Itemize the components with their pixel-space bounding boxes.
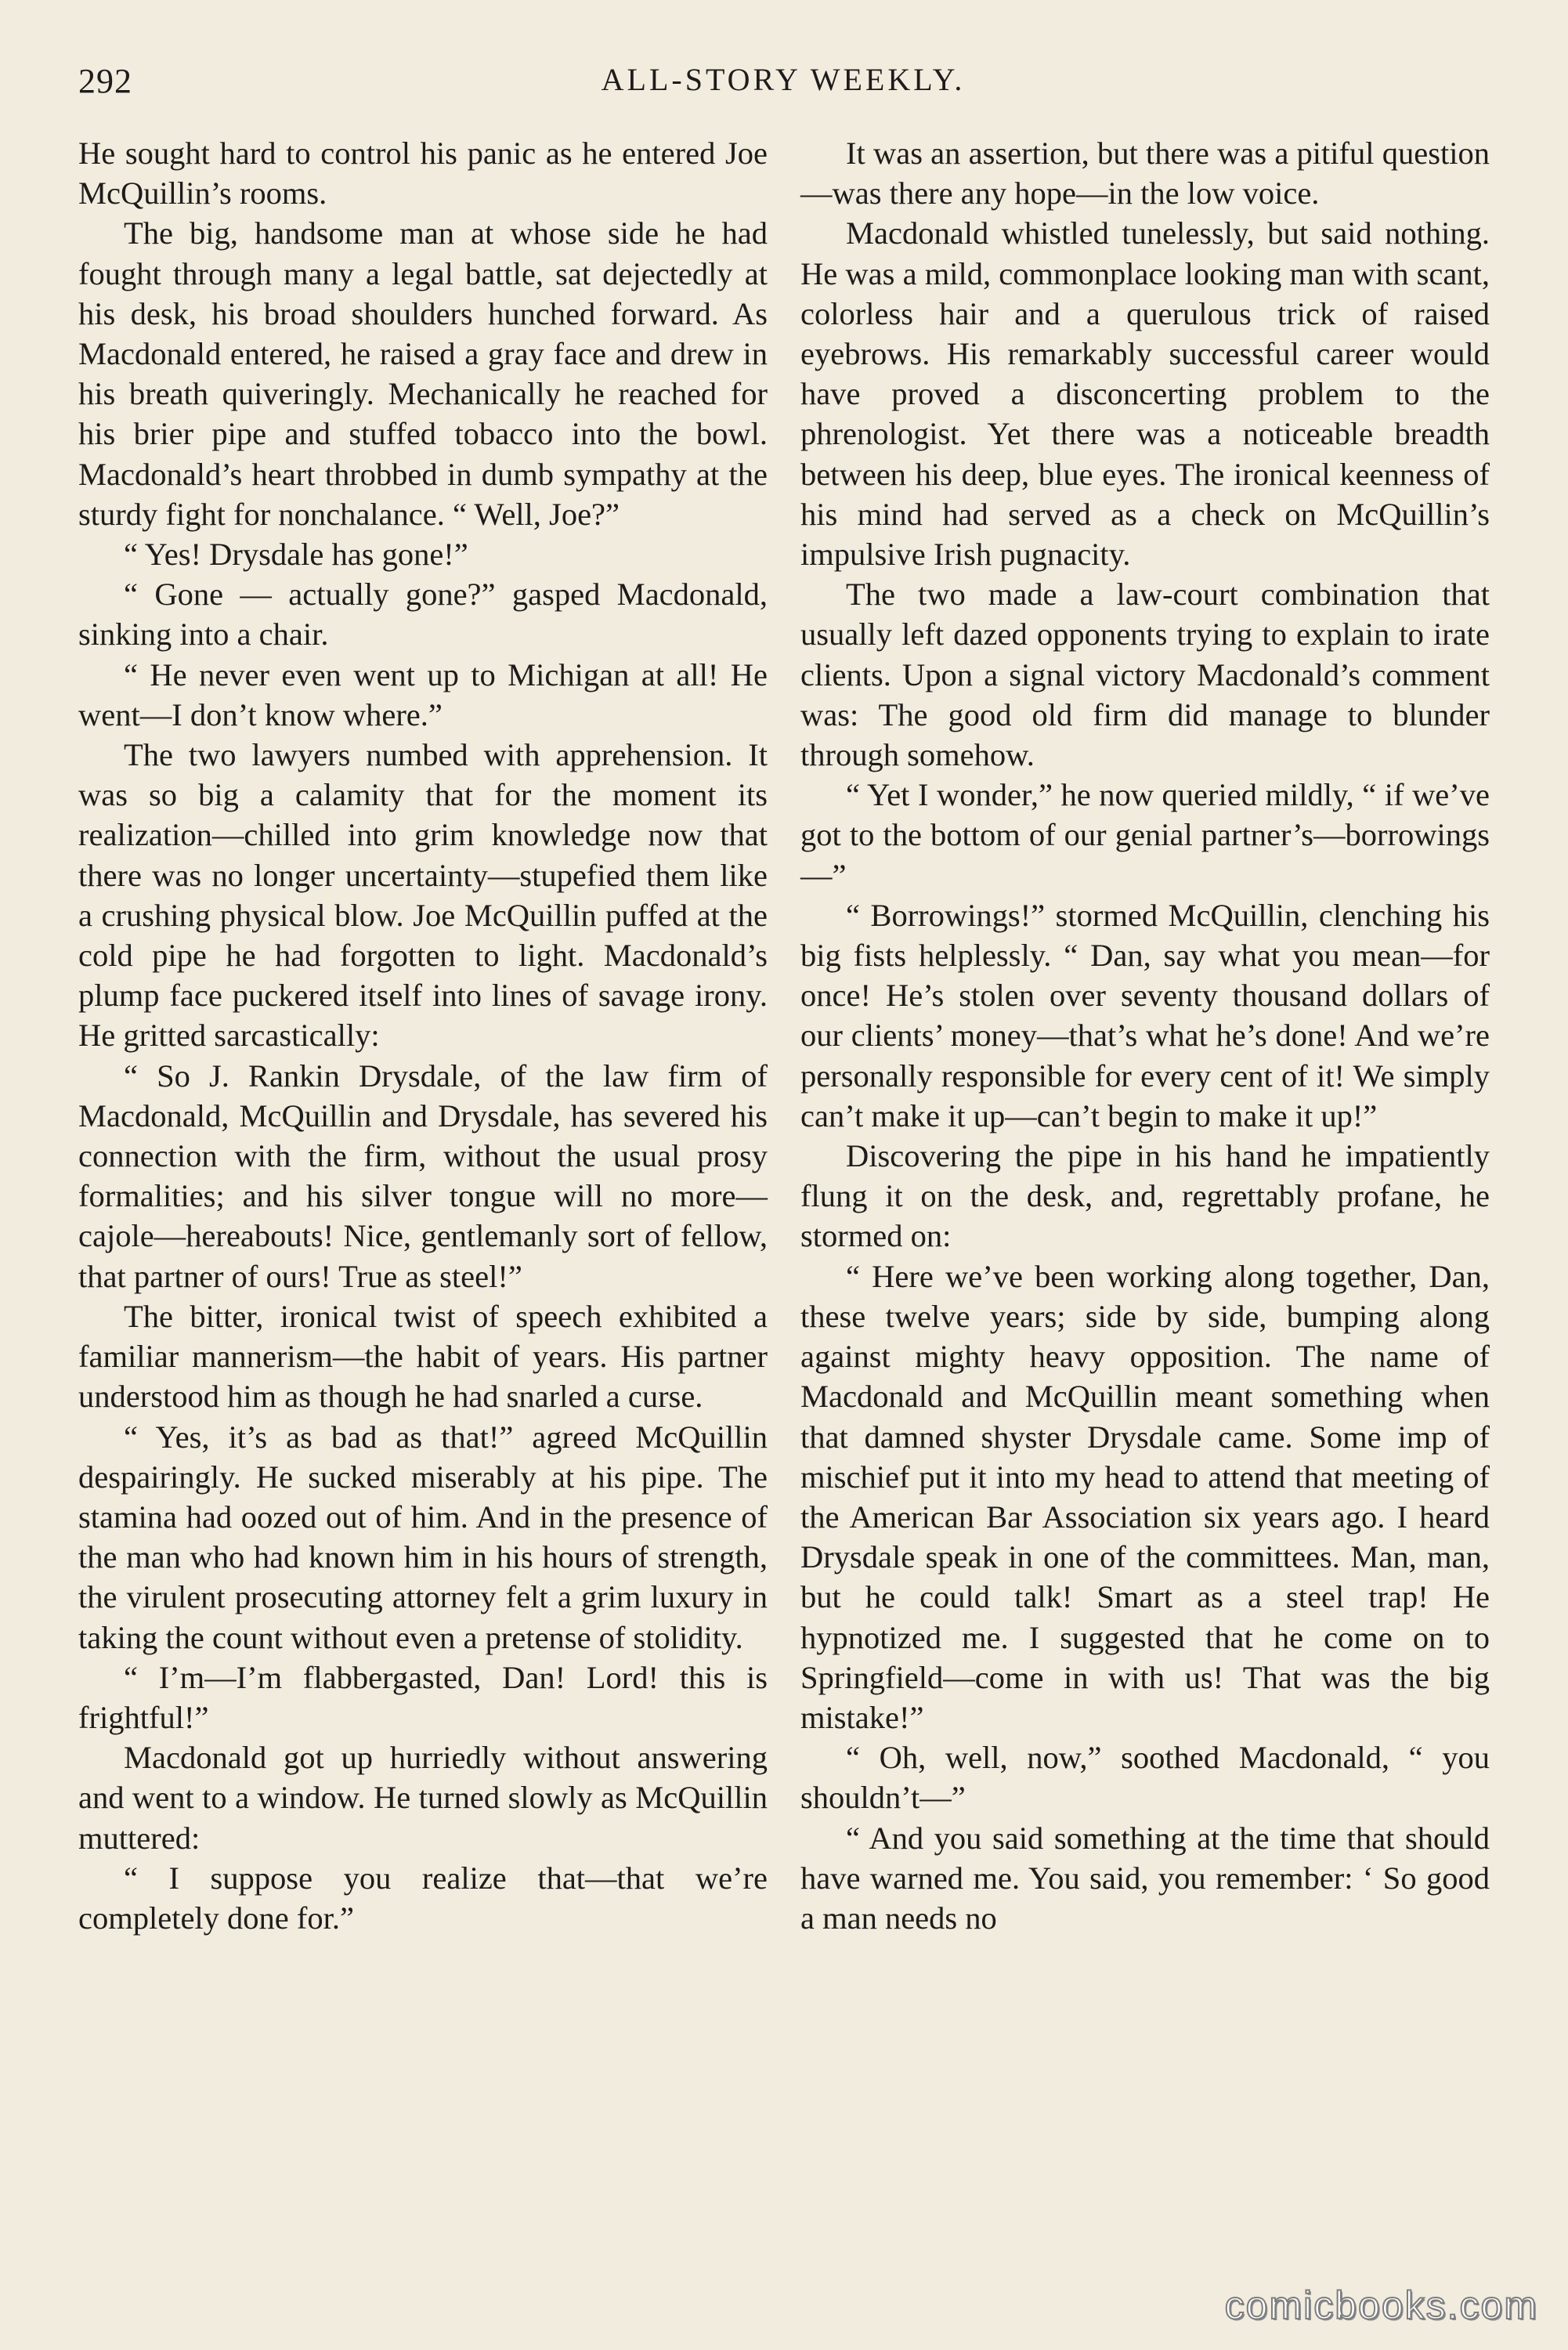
paragraph: “ I’m—I’m flabbergasted, Dan! Lord! this is frightful!” bbox=[78, 1659, 768, 1735]
paragraph: “ Yes, it’s as bad as that!” agreed McQuillin despairingly. He sucked miserably at his pipe. The stamina had oozed out of him. And in the presence of the man who had known him in his hours of strength, the virulent prosecuting attorney felt a grim luxury in taking the count without even a pretense of stolidity. bbox=[78, 1419, 768, 1655]
page-number: 292 bbox=[78, 62, 132, 100]
paragraph: The big, handsome man at whose side he had fought through many a legal battle, sat dejectedly at his desk, his broad shoulders hunched forward. As Macdonald entered, he raised a gray face and drew in his breath quiveringly. Mechanically he reached for his brier pipe and stuffed tobacco into the bowl. Macdonald’s heart throbbed in dumb sympathy at the sturdy fight for nonchalance. “ Well, Joe?” bbox=[78, 215, 768, 532]
paragraph: Macdonald whistled tunelessly, but said nothing. He was a mild, commonplace looking man with scant, colorless hair and a querulous trick of raised eyebrows. His remarkably successful career would have proved a disconcerting problem to the phrenologist. Yet there was a noticeable breadth between his deep, blue eyes. The ironical keenness of his mind had served as a check on McQuillin’s impulsive Irish pugnacity. bbox=[800, 215, 1490, 573]
site-watermark: comicbooks.com bbox=[1224, 2283, 1538, 2327]
right-column bbox=[800, 133, 1490, 1938]
paragraph: The two made a law-court combination that usually left dazed opponents trying to explain to irate clients. Upon a signal victory Macdonald’s comment was: The good old firm did manage to blunder through somehow. bbox=[800, 577, 1490, 773]
paragraph: “ Yes! Drysdale has gone!” bbox=[124, 537, 468, 573]
magazine-title: ALL-STORY WEEKLY. bbox=[601, 62, 966, 97]
paragraph: “ Borrowings!” stormed McQuillin, clenching his big fists helplessly. “ Dan, say what you mean—for once! He’s stolen over seventy thousand dollars of our clients’ money—that’s what he’s done! And we’re personally responsible for every cent of it! We simply can’t make it up—can’t begin to make it up!” bbox=[800, 897, 1490, 1133]
paragraph: “ And you said something at the time that should have warned me. You said, you remember: ‘ So good a man needs no bbox=[800, 1820, 1490, 1936]
paragraph: The bitter, ironical twist of speech exhibited a familiar mannerism—the habit of years. His partner understood him as though he had snarled a curse. bbox=[78, 1298, 768, 1415]
paragraph: It was an assertion, but there was a pitiful question—was there any hope—in the low voice. bbox=[800, 136, 1490, 212]
paragraph: Macdonald got up hurriedly without answering and went to a window. He turned slowly as McQuillin muttered: bbox=[78, 1740, 768, 1856]
paragraph: “ Yet I wonder,” he now queried mildly, “ if we’ve got to the bottom of our genial partner’s—borrowings—” bbox=[800, 777, 1490, 893]
paragraph: “ Here we’ve been working along together, Dan, these twelve years; side by side, bumping along against mighty heavy opposition. The name of Macdonald and McQuillin meant something when that damned shyster Drysdale came. Some imp of mischief put it into my head to attend that meeting of the American Bar Association six years ago. I heard Drysdale speak in one of the committees. Man, man, but he could talk! Smart as a steel trap! He hypnotized me. I suggested that he come on to Springfield—come in with us! That was the big mistake!” bbox=[800, 1258, 1490, 1735]
page-header bbox=[78, 61, 1488, 108]
paragraph: “ He never even went up to Michigan at all! He went—I don’t know where.” bbox=[78, 656, 768, 732]
paragraph: Discovering the pipe in his hand he impatiently flung it on the desk, and, regrettably profane, he stormed on: bbox=[800, 1138, 1490, 1254]
left-column bbox=[78, 133, 768, 1938]
paragraph: “ Gone — actually gone?” gasped Macdonald, sinking into a chair. bbox=[78, 577, 768, 653]
paragraph: “ So J. Rankin Drysdale, of the law firm of Macdonald, McQuillin and Drysdale, has severed his connection with the firm, without the usual prosy formalities; and his silver tongue will no more—cajole—hereabouts! Nice, gentlemanly sort of fellow, that partner of ours! True as steel!” bbox=[78, 1058, 768, 1294]
paragraph: “ Oh, well, now,” soothed Macdonald, “ you shouldn’t—” bbox=[800, 1740, 1490, 1816]
paragraph: The two lawyers numbed with apprehension. It was so big a calamity that for the moment its realization—chilled into grim knowledge now that there was no longer uncertainty—stupefied them like a crushing physical blow. Joe McQuillin puffed at the cold pipe he had forgotten to light. Macdonald’s plump face puckered itself into lines of savage irony. He gritted sarcastically: bbox=[78, 737, 768, 1054]
paragraph: “ I suppose you realize that—that we’re completely done for.” bbox=[78, 1860, 768, 1936]
paragraph: He sought hard to control his panic as he entered Joe McQuillin’s rooms. bbox=[78, 136, 768, 212]
